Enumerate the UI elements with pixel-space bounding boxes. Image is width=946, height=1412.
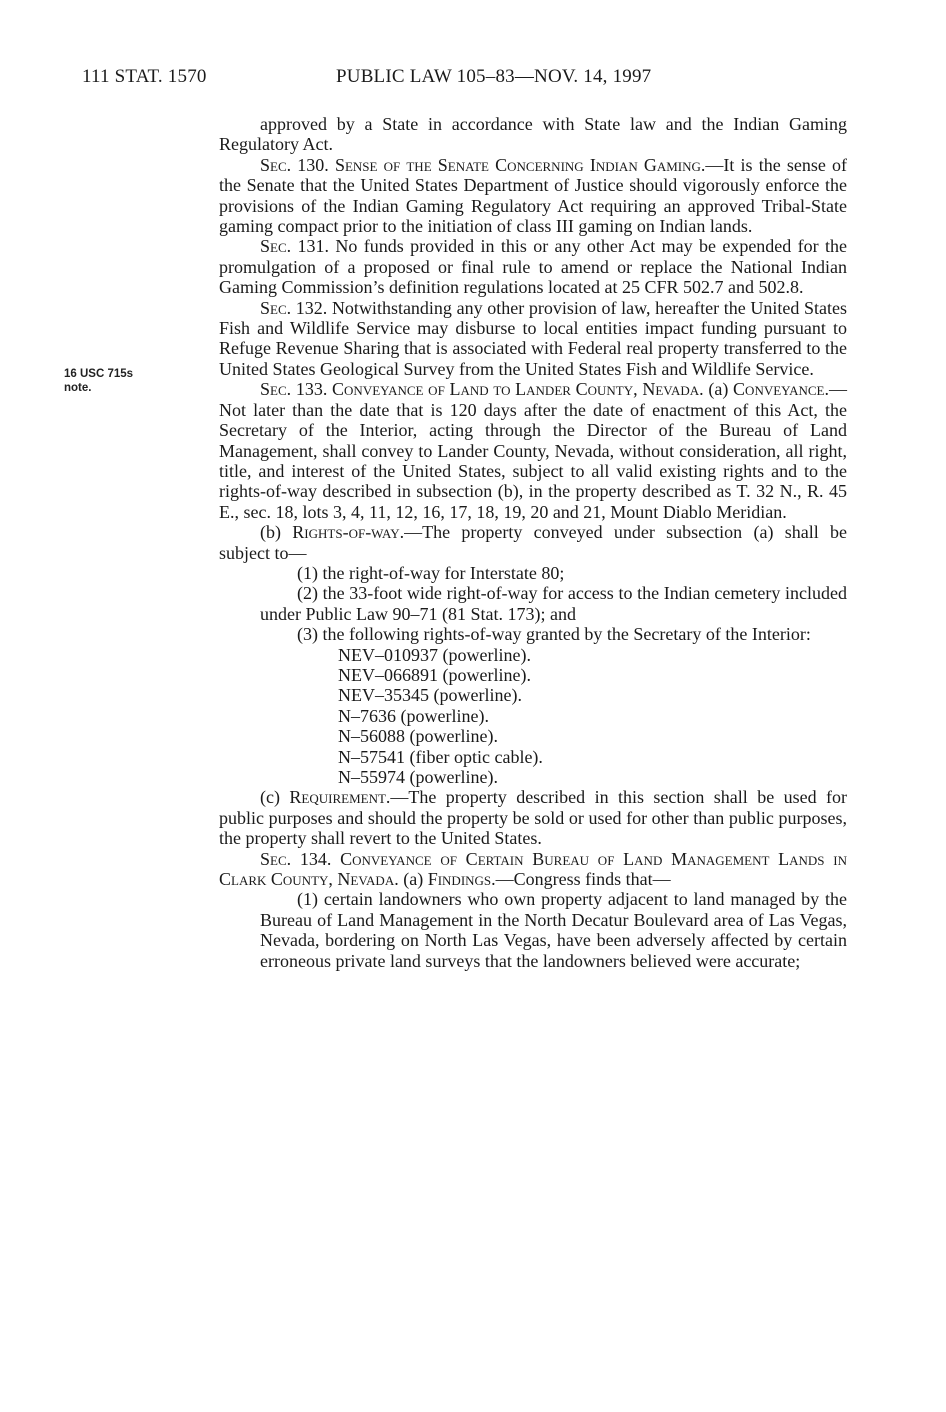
section-number: Sec. 133. xyxy=(260,379,328,400)
section-number: Sec. 130. xyxy=(260,154,329,175)
subsection-title: Rights-of-way. xyxy=(292,522,405,543)
public-law-citation: PUBLIC LAW 105–83—NOV. 14, 1997 xyxy=(336,66,652,87)
subsection-text: —Congress finds that— xyxy=(495,869,671,890)
section-133 xyxy=(219,379,847,522)
statute-body xyxy=(219,114,847,971)
section-text: Notwithstanding any other provision of law, hereafter the United States Fish and Wildlife Service may disburse to local entities impact funding pursuant to Refuge Revenue Sharing that is associated with Federal real property transferred to the United States Geological Survey from the United States Fish and Wildlife Service. xyxy=(219,297,848,379)
section-131 xyxy=(219,236,847,297)
section-number: Sec. 132. xyxy=(260,297,328,318)
rights-of-way-list xyxy=(219,645,847,788)
margin-note-usc: 16 USC 715s xyxy=(64,368,134,380)
list-item: (2) the 33-foot wide right-of-way for access to the Indian cemetery included under Public Law 90–71 (81 Stat. 173); and xyxy=(260,583,847,624)
list-item: (1) the right-of-way for Interstate 80; xyxy=(297,562,565,583)
margin-note-label: note. xyxy=(64,382,92,394)
subsection-title: Findings. xyxy=(427,869,496,890)
right-of-way-entry: NEV–010937 (powerline). xyxy=(338,644,531,665)
subsection-label: (a) xyxy=(403,869,424,890)
right-of-way-entry: NEV–066891 (powerline). xyxy=(338,664,531,685)
subsection-title: Requirement. xyxy=(289,787,391,808)
right-of-way-entry: N–7636 (powerline). xyxy=(338,705,489,726)
subsection-label: (c) xyxy=(260,787,280,808)
section-text: No funds provided in this or any other Act may be expended for the promulgation of a proposed or final rule to amend or replace the National Indian Gaming Commission’s definition regulations located at 25 CFR 502.7 and 502.8. xyxy=(219,236,848,298)
subsection-133-b xyxy=(219,522,847,563)
subsection-text: —Not later than the date that is 120 days after the date of enactment of this Act, the Secretary of the Interior, acting through the Director of the Bureau of Land Management, shall convey to Lander County, Nevada, without consideration, all right, title, and interest of the United States, subject to all valid existing rights and to the rights-of-way described in subsection (b), in the property described as T. 32 N., R. 45 E., sec. 18, lots 3, 4, 11, 12, 16, 17, 18, 19, 20 and 21, Mount Diablo Meridian. xyxy=(219,379,847,522)
stat-citation: 111 STAT. 1570 xyxy=(82,66,207,87)
section-title: Conveyance of Land to Lander County, Nevada. xyxy=(332,379,704,400)
section-number: Sec. 131. xyxy=(260,236,329,257)
section-132 xyxy=(219,298,847,380)
margin-note xyxy=(64,367,133,395)
list-item: (1) certain landowners who own property adjacent to land managed by the Bureau of Land Management in the North Decatur Boulevard area of Las Vegas, Nevada, bordering on North Las Vegas, have been adversely affected by certain erroneous private land surveys that the landowners believed were accurate; xyxy=(260,889,847,971)
right-of-way-entry: N–55974 (powerline). xyxy=(338,767,498,787)
subsection-label: (b) xyxy=(260,522,281,543)
subsection-title: Conveyance. xyxy=(733,379,829,400)
right-of-way-entry: N–56088 (powerline). xyxy=(338,726,498,747)
section-title: Sense of the Senate Concerning Indian Gaming. xyxy=(334,154,706,175)
subsection-133-c xyxy=(219,787,847,848)
section-130 xyxy=(219,155,847,237)
subsection-text: —The property described in this section shall be used for public purposes and should the property be sold or used for other than public purposes, the property shall revert to the United States. xyxy=(219,787,847,849)
section-title: Conveyance of Certain Bureau of Land Management Lands in Clark County, Nevada. xyxy=(219,848,848,890)
right-of-way-entry: N–57541 (fiber optic cable). xyxy=(338,746,543,767)
section-134 xyxy=(219,849,847,890)
subsection-label: (a) xyxy=(708,379,729,400)
list-item: (3) the following rights-of-way granted by the Secretary of the Interior: xyxy=(297,624,811,645)
section-text: —It is the sense of the Senate that the United States Department of Justice should vigorously enforce the provisions of the Indian Gaming Regulatory Act requiring an approved Tribal-State gaming compact prior to the initiation of class III gaming on Indian lands. xyxy=(219,154,847,237)
subsection-text: —The property conveyed under subsection (a) shall be subject to— xyxy=(219,522,847,563)
right-of-way-entry: NEV–35345 (powerline). xyxy=(338,685,522,706)
paragraph-continuation: approved by a State in accordance with State law and the Indian Gaming Regulatory Act. xyxy=(219,114,847,155)
section-number: Sec. 134. xyxy=(260,848,332,869)
